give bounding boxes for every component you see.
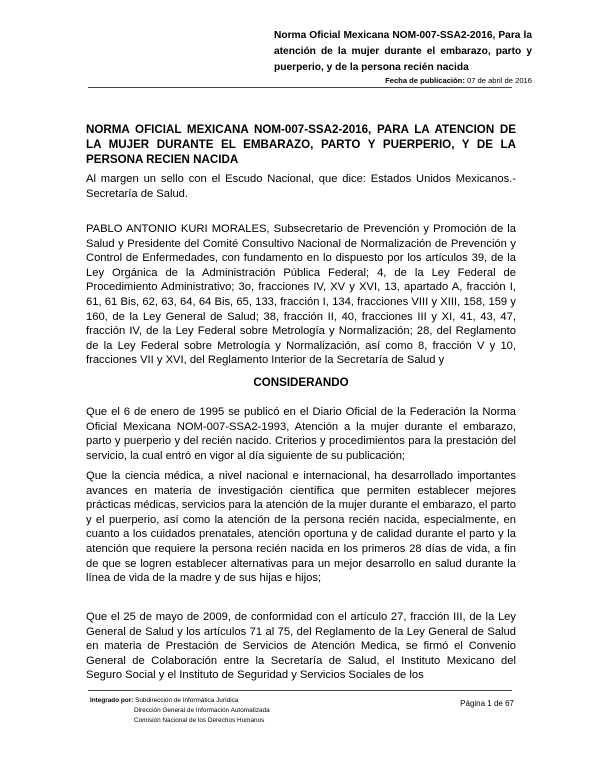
header-title-line-2: atención de la mujer durante el embarazo, parto y [274, 46, 532, 57]
footer-integrated [90, 696, 238, 706]
seal-paragraph: Al margen un sello con el Escudo Nacional, que dice: Estados Unidos Mexicanos.- Secretaría de Salud. [86, 173, 516, 200]
header-title-line-3: puerperio, y de la persona recién nacida [274, 62, 469, 73]
footer-integrated-label: Integrado por: [90, 697, 134, 704]
header-title-line-1: Norma Oficial Mexicana NOM-007-SSA2-2016, Para la [274, 30, 532, 41]
paragraph: Que el 25 de mayo de 2009, de conformidad con el artículo 27, fracción III, de la Ley General de Salud y los artículos 71 al 75, del Reglamento de la Ley General de Salud en materia de Prestación de Servicios de Atención Medica, se firmó el Convenio General de Colaboración entre la Secretaría de Salud, el Instituto Mexicano del Seguro Social y el Instituto de Seguridad y Servicios Sociales de los [86, 611, 516, 682]
publication-date-label: Fecha de publicación: [385, 76, 465, 85]
footer-line-3: Comisión Nacional de los Derechos Humanos [134, 717, 265, 724]
preamble-paragraph: PABLO ANTONIO KURI MORALES, Subsecretario de Prevención y Promoción de la Salud y Presidente del Comité Consultivo Nacional de Normalización de Prevención y Control de Enfermedades, con fundamento en lo dispuesto por los artículos 39, de la Ley Orgánica de la Administración Pública Federal; 4, de la Ley Federal de Procedimiento Administrativo; 3o, fracciones IV, XV y XVI, 13, apartado A, fracción I, 61, 61 Bis, 62, 63, 64, 64 Bis, 65, 133, fracción I, 134, fracciones VIII y XIII, 158, 159 y 160, de la Ley General de Salud; 38, fracción II, 40, fracciones III y XI, 41, 43, 47, fracción IV, de la Ley Federal sobre Metrología y Normalización; 28, del Reglamento de la Ley Federal sobre Metrología y Normalización, así como 8, fracción V y 10, fracciones VII y XVI, del Reglamento Interior de la Secretaría de Salud y [86, 223, 516, 367]
paragraph: Que el 6 de enero de 1995 se publicó en el Diario Oficial de la Federación la Norma Oficial Mexicana NOM-007-SSA2-1993, Atención a la mujer durante el embarazo, parto y puerperio y del recién nacido. Criterios y procedimientos para la prestación del servicio, la cual entró en vigor al día siguiente de su publicación; [86, 406, 516, 462]
header-divider [88, 87, 512, 88]
footer-line-2: Dirección General de Información Automatizada [134, 707, 270, 714]
page-number: Página 1 de 67 [460, 699, 514, 708]
footer-divider [88, 690, 512, 691]
document-title: NORMA OFICIAL MEXICANA NOM-007-SSA2-2016, PARA LA ATENCION DE LA MUJER DURANTE EL EMBARAZO, PARTO Y PUERPERIO, Y DE LA PERSONA RECIEN NACIDA [86, 123, 516, 166]
paragraph: Que la ciencia médica, a nivel nacional e internacional, ha desarrollado importantes avances en materia de investigación científica que permiten establecer mejores prácticas médicas, servicios para la atención de la mujer durante el embarazo, el parto y el puerperio, así como la atención de la persona recién nacida, especialmente, en cuanto a los cuidados prenatales, atención oportuna y de calidad durante el parto y la atención que requiere la persona recién nacida en los primeros 28 días de vida, a fin de que se logren establecer alternativas para un mejor desarrollo en salud durante la línea de vida de la madre y de sus hijas e hijos; [86, 470, 516, 585]
publication-date-value: 07 de abril de 2016 [466, 76, 532, 85]
publication-date [322, 76, 532, 85]
section-heading: CONSIDERANDO [253, 376, 349, 389]
footer-integrated-value: Subdirección de Informática Jurídica [135, 697, 239, 704]
